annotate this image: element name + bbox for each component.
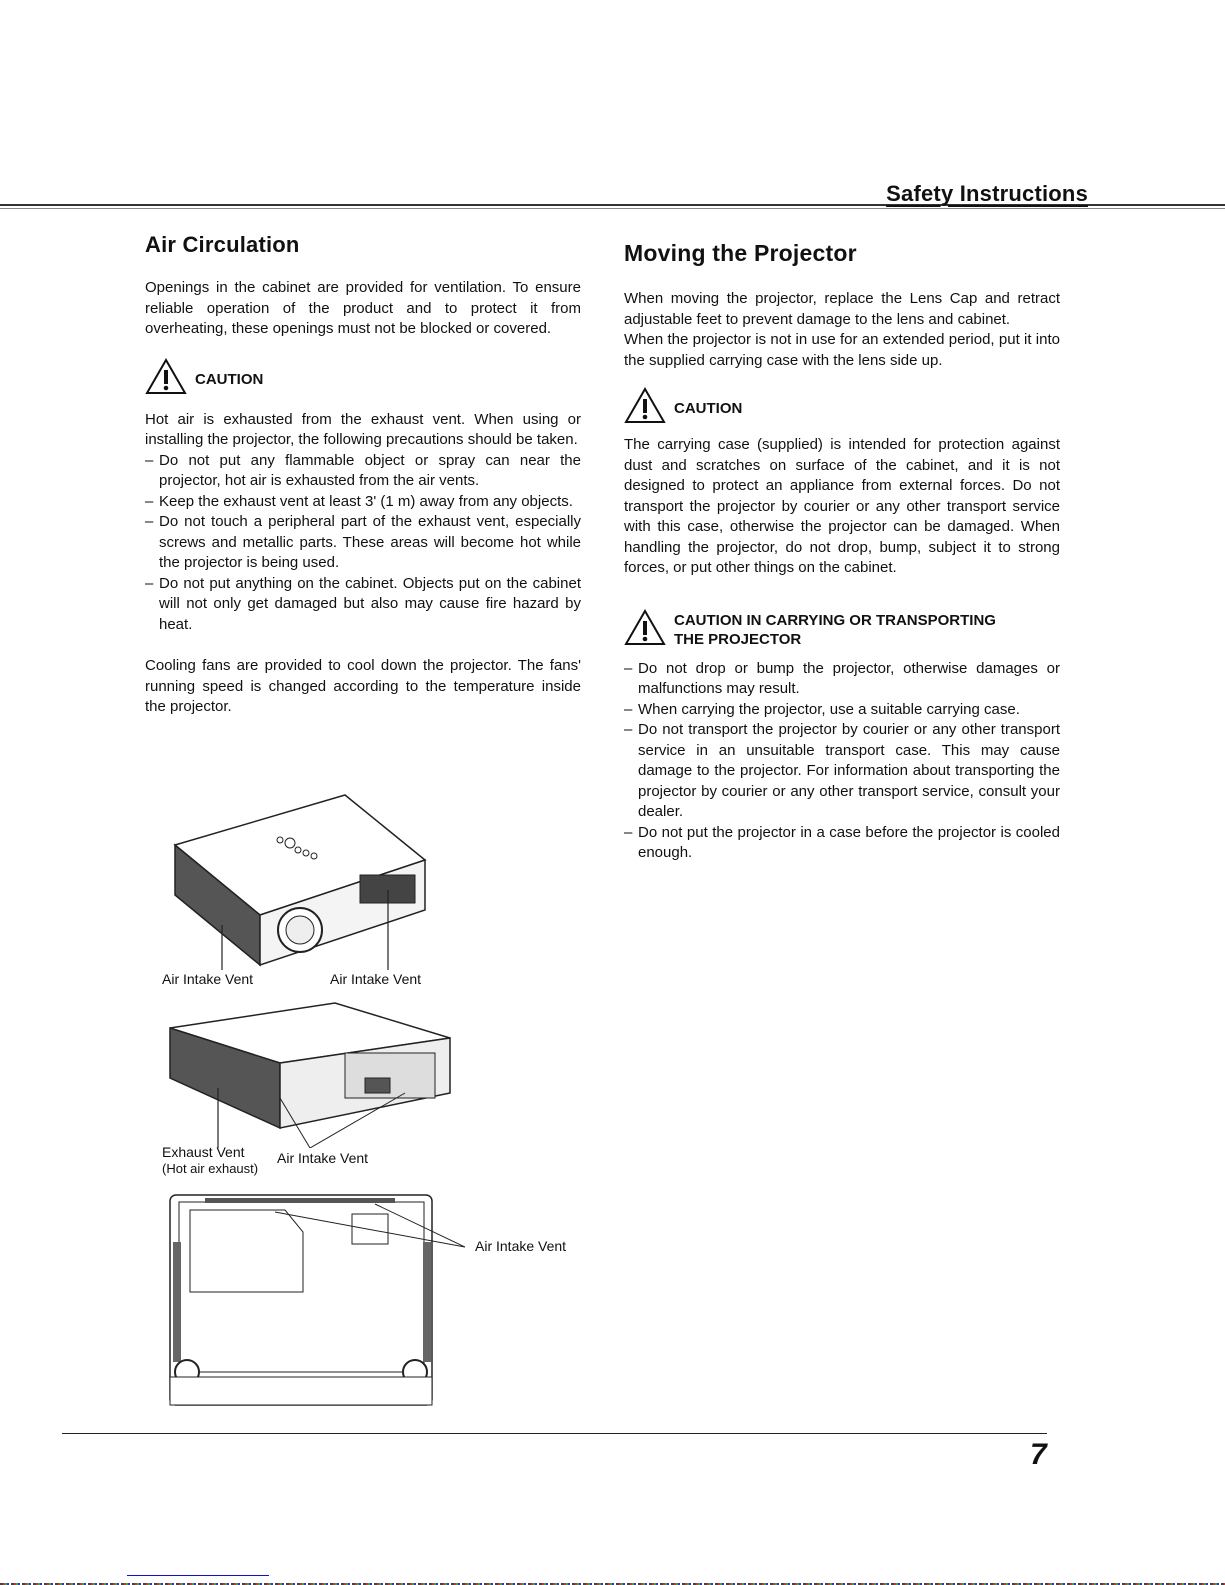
hot-air-exhaust-note: (Hot air exhaust) [162, 1161, 259, 1176]
moving-paragraph-1: When moving the projector, replace the Lens Cap and retract adjustable feet to prevent damage to the lens and cabinet. [624, 290, 1060, 328]
page-header-title: Safety Instructions [886, 181, 1088, 206]
caution-label: CAUTION [195, 370, 264, 388]
transport-caution-label-line1: CAUTION IN CARRYING OR TRANSPORTING [674, 611, 996, 629]
projector-front-drawing [160, 785, 450, 975]
transport-caution-label [674, 609, 996, 649]
projector-front-illustration [160, 785, 450, 990]
warning-triangle-icon [145, 358, 187, 396]
caution-header [145, 358, 581, 396]
intro-paragraph: Openings in the cabinet are provided for ventilation. To ensure reliable operation of the product and to protect it from overheating, these openings must not be blocked or covered. [145, 279, 581, 337]
list-item: – Keep the exhaust vent at least 3' (1 m) away from any objects. [145, 492, 581, 513]
air-intake-vent-label: Air Intake Vent [162, 971, 254, 987]
exhaust-vent-label: Exhaust Vent [162, 1144, 245, 1160]
list-item: – When carrying the projector, use a suitable carrying case. [624, 700, 1060, 721]
warning-triangle-icon [624, 387, 666, 425]
list-item: – Do not put any flammable object or spray can near the projector, hot air is exhausted from the air vents. [145, 451, 581, 492]
carrying-case-caution-text: The carrying case (supplied) is intended for protection against dust and scratches on surface of the cabinet, and it is not designed to protect an appliance from external forces. Do not transport the projector by courier or any other transport service with this case, otherwise the projector can be damaged. When handling the projector, do not drop, bump, subject it to strong forces, or put other things on the cabinet. [624, 436, 1060, 576]
footer-rule [62, 1433, 1047, 1434]
projector-bottom-drawing [165, 1192, 465, 1407]
projector-rear-illustration [160, 998, 470, 1183]
projector-rear-drawing [160, 998, 460, 1148]
section-heading: Moving the Projector [624, 240, 857, 266]
projector-bottom-illustration [165, 1192, 585, 1407]
moving-paragraph-2: When the projector is not in use for an extended period, put it into the supplied carrying case with the lens side up. [624, 331, 1060, 369]
precautions-list [145, 451, 581, 636]
caution-header [624, 387, 1060, 425]
air-intake-vent-label: Air Intake Vent [277, 1150, 369, 1166]
section-heading: Air Circulation [145, 232, 300, 257]
air-circulation-section [145, 232, 581, 718]
list-item: – Do not put anything on the cabinet. Objects put on the cabinet will not only get damaged but also may cause fire hazard by heat. [145, 574, 581, 636]
link-underline [127, 1575, 269, 1576]
header-rule-thin [0, 208, 1225, 209]
moving-projector-section [624, 240, 1060, 864]
list-item: – Do not put the projector in a case before the projector is cooled enough. [624, 823, 1060, 864]
page-number: 7 [1030, 1438, 1047, 1471]
list-item: – Do not drop or bump the projector, otherwise damages or malfunctions may result. [624, 659, 1060, 700]
list-item: – Do not transport the projector by courier or any other transport service in an unsuitable transport case. This may cause damage to the projector. For information about transporting the projector by courier or any other transport service, consult your dealer. [624, 720, 1060, 823]
transport-precautions-list [624, 659, 1060, 864]
transport-caution-label-line2: THE PROJECTOR [674, 630, 802, 648]
caution-label: CAUTION [674, 400, 743, 417]
warning-triangle-icon [624, 609, 666, 647]
list-item: – Do not touch a peripheral part of the exhaust vent, especially screws and metallic parts. These areas will become hot while the projector is being used. [145, 512, 581, 574]
air-intake-vent-label: Air Intake Vent [330, 971, 422, 987]
fans-paragraph: Cooling fans are provided to cool down the projector. The fans' running speed is changed according to the temperature inside the projector. [145, 657, 581, 715]
air-intake-vent-label: Air Intake Vent [475, 1238, 567, 1254]
caution-text: Hot air is exhausted from the exhaust vent. When using or installing the projector, the following precautions should be taken. [145, 410, 581, 448]
transport-caution-header [624, 609, 1060, 649]
